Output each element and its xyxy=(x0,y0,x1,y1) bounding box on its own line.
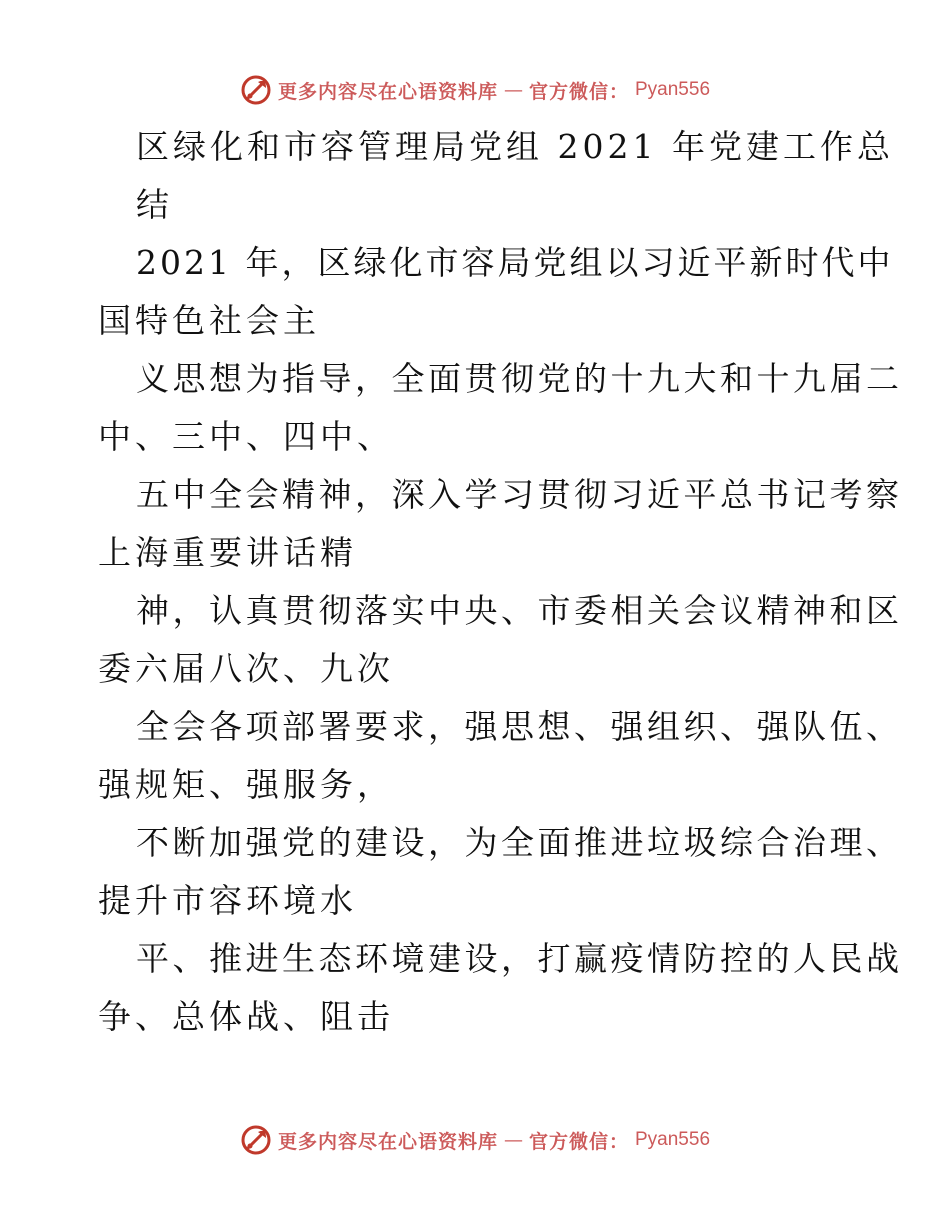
document-line: 2021 年，区绿化市容局党组以习近平新时代中 xyxy=(136,243,894,282)
header-banner xyxy=(0,70,950,110)
footer-banner-content xyxy=(240,1124,710,1156)
document-line: 中、三中、四中、 xyxy=(98,417,394,456)
document-line: 义思想为指导，全面贯彻党的十九大和十九届二 xyxy=(136,359,903,398)
document-line: 国特色社会主 xyxy=(98,301,320,340)
document-line: 结 xyxy=(136,185,173,224)
document-line: 平、推进生态环境建设，打赢疫情防控的人民战 xyxy=(136,939,903,978)
header-banner-content xyxy=(240,74,710,106)
document-line: 上海重要讲话精 xyxy=(98,533,357,572)
footer-wechat-id: Pyan556 xyxy=(635,1129,711,1150)
document-line: 提升市容环境水 xyxy=(98,881,357,920)
footer-banner-separator: — xyxy=(503,1129,523,1151)
document-line: 全会各项部署要求，强思想、强组织、强队伍、 xyxy=(136,707,903,746)
document-line: 神，认真贯彻落实中央、市委相关会议精神和区 xyxy=(136,591,903,630)
footer-wechat-label: 官方微信： xyxy=(528,1130,629,1153)
quill-logo-icon xyxy=(240,74,272,106)
footer-banner-text: 更多内容尽在心语资料库 xyxy=(277,1130,498,1153)
header-banner-separator: — xyxy=(503,79,523,101)
document-body xyxy=(98,118,903,1046)
footer-banner xyxy=(0,1120,950,1160)
document-line: 争、总体战、阻击 xyxy=(98,997,394,1036)
document-line: 五中全会精神，深入学习贯彻习近平总书记考察 xyxy=(136,475,903,514)
document-line: 委六届八次、九次 xyxy=(98,649,394,688)
header-wechat-id: Pyan556 xyxy=(635,79,711,100)
document-line: 区绿化和市容管理局党组 2021 年党建工作总 xyxy=(136,127,894,166)
document-line: 不断加强党的建设，为全面推进垃圾综合治理、 xyxy=(136,823,903,862)
header-banner-text: 更多内容尽在心语资料库 xyxy=(277,80,498,103)
header-wechat-label: 官方微信： xyxy=(528,80,629,103)
quill-logo-icon xyxy=(240,1124,272,1156)
document-line: 强规矩、强服务， xyxy=(98,765,394,804)
